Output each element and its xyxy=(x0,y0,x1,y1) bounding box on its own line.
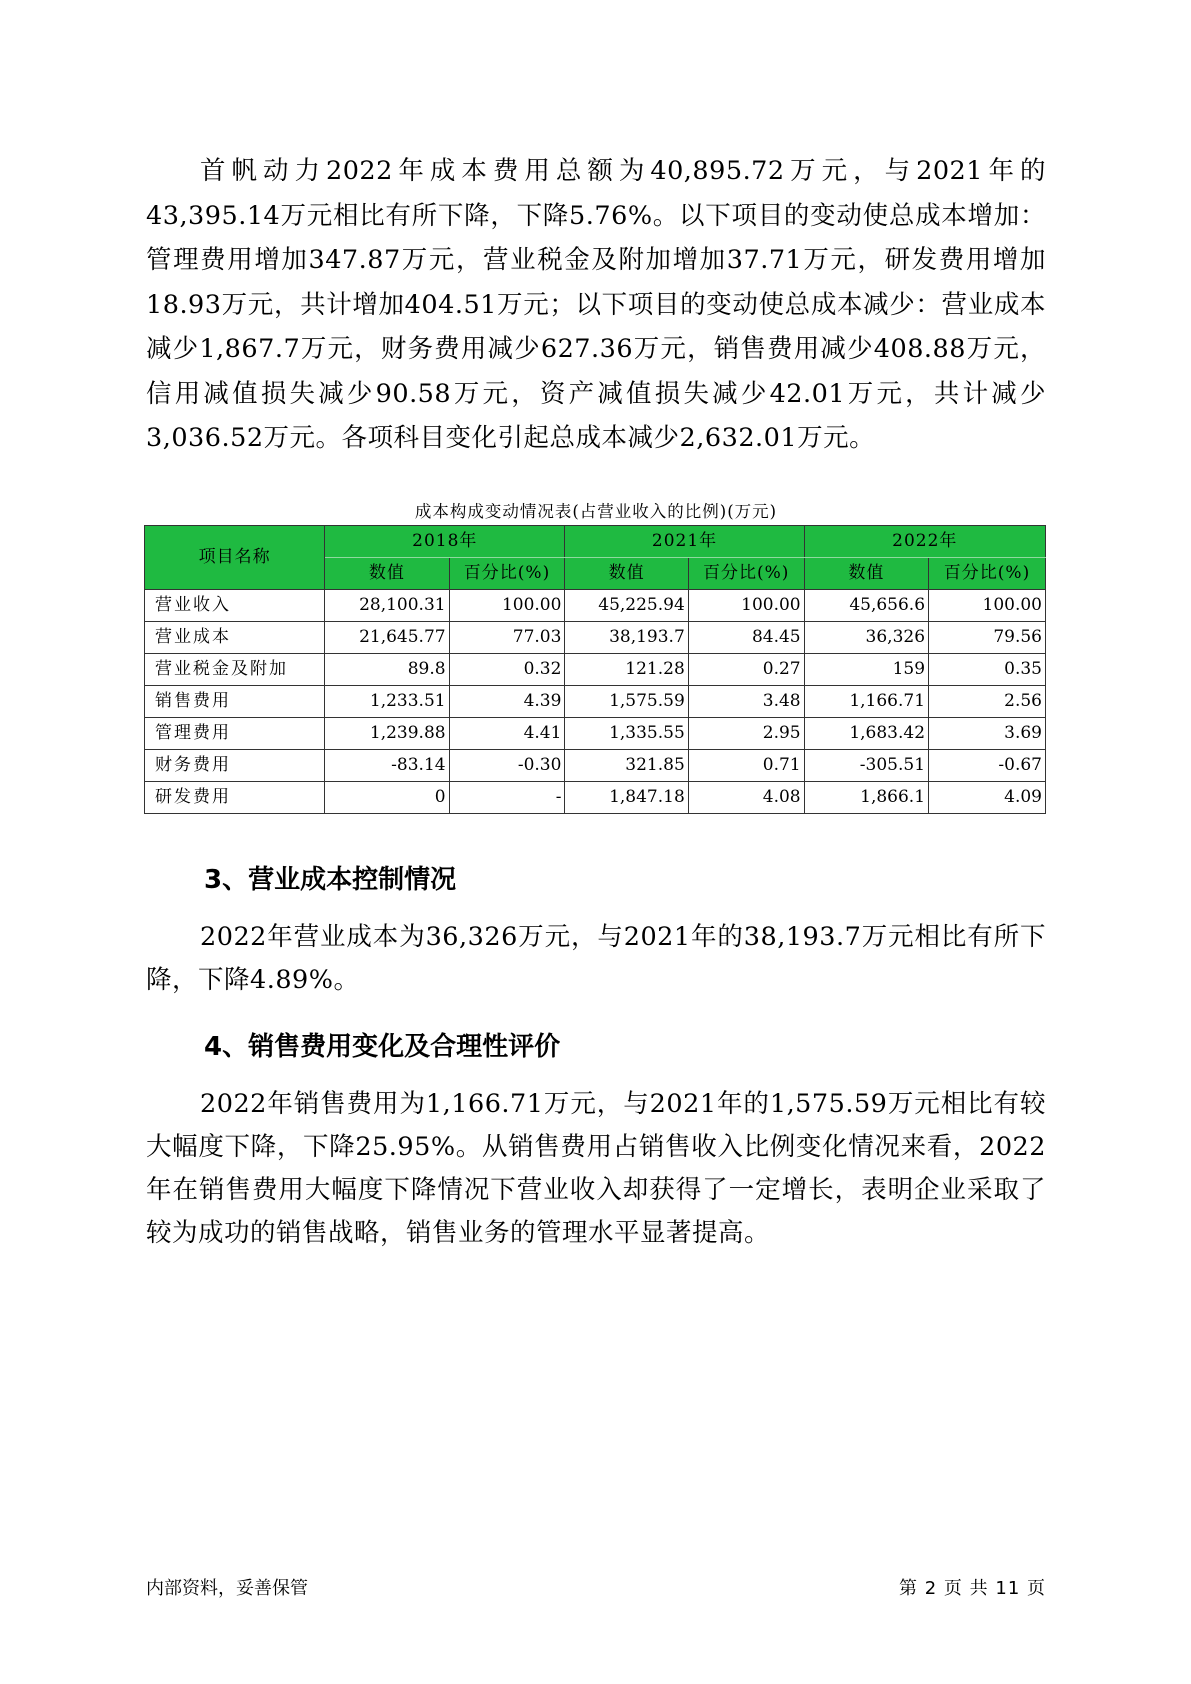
row-label: 销售费用 xyxy=(145,686,325,718)
percent-cell: - xyxy=(449,782,565,814)
percent-cell: 3.69 xyxy=(929,718,1046,750)
percent-cell: -0.67 xyxy=(929,750,1046,782)
year-header-2022: 2022年 xyxy=(804,526,1045,558)
table-row xyxy=(145,654,1046,686)
percent-cell: -0.30 xyxy=(449,750,565,782)
value-cell: 1,575.59 xyxy=(565,686,688,718)
percent-cell: 100.00 xyxy=(688,590,804,622)
value-cell: 1,866.1 xyxy=(804,782,928,814)
year-header-2021: 2021年 xyxy=(565,526,804,558)
percent-cell: 100.00 xyxy=(929,590,1046,622)
percent-cell: 3.48 xyxy=(688,686,804,718)
percent-cell: 2.95 xyxy=(688,718,804,750)
value-cell: 45,225.94 xyxy=(565,590,688,622)
percent-cell: 0.71 xyxy=(688,750,804,782)
section-heading-operating-cost: 3、营业成本控制情况 xyxy=(204,865,457,895)
percent-cell: 2.56 xyxy=(929,686,1046,718)
percent-header: 百分比(%) xyxy=(688,558,804,590)
value-header: 数值 xyxy=(565,558,688,590)
value-cell: -305.51 xyxy=(804,750,928,782)
percent-cell: 4.39 xyxy=(449,686,565,718)
value-cell: 36,326 xyxy=(804,622,928,654)
percent-cell: 0.27 xyxy=(688,654,804,686)
value-cell: 159 xyxy=(804,654,928,686)
percent-cell: 4.41 xyxy=(449,718,565,750)
cost-summary-paragraph: 首帆动力2022年成本费用总额为40,895.72万元，与2021年的43,395.14万元相比有所下降，下降5.76%。以下项目的变动使总成本增加：管理费用增加347.87万元，营业税金及附加增加37.71万元，研发费用增加18.93万元，共计增加404.51万元；以下项目的变动使总成本减少：营业成本减少1,867.7万元，财务费用减少627.36万元，销售费用减少408.88万元，信用减值损失减少90.58万元，资产减值损失减少42.01万元，共计减少3,036.52万元。各项科目变化引起总成本减少2,632.01万元。 xyxy=(146,156,1046,453)
footer-page-number: 第 2 页 共 11 页 xyxy=(899,1578,1046,1599)
percent-cell: 0.32 xyxy=(449,654,565,686)
value-cell: 0 xyxy=(325,782,449,814)
value-cell: 89.8 xyxy=(325,654,449,686)
value-header: 数值 xyxy=(325,558,449,590)
table-row xyxy=(145,622,1046,654)
footer-confidential-note: 内部资料，妥善保管 xyxy=(146,1578,308,1599)
percent-cell: 79.56 xyxy=(929,622,1046,654)
value-cell: 45,656.6 xyxy=(804,590,928,622)
row-label: 营业收入 xyxy=(145,590,325,622)
row-label: 研发费用 xyxy=(145,782,325,814)
value-header: 数值 xyxy=(804,558,928,590)
value-cell: 121.28 xyxy=(565,654,688,686)
percent-cell: 4.09 xyxy=(929,782,1046,814)
value-cell: 38,193.7 xyxy=(565,622,688,654)
cost-structure-table xyxy=(144,525,1046,814)
row-label: 营业成本 xyxy=(145,622,325,654)
value-cell: 1,683.42 xyxy=(804,718,928,750)
value-cell: 1,335.55 xyxy=(565,718,688,750)
sales-expense-paragraph: 2022年销售费用为1,166.71万元，与2021年的1,575.59万元相比有较大幅度下降，下降25.95%。从销售费用占销售收入比例变化情况来看，2022年在销售费用大幅度下降情况下营业收入却获得了一定增长，表明企业采取了较为成功的销售战略，销售业务的管理水平显著提高。 xyxy=(146,1089,1046,1248)
value-cell: -83.14 xyxy=(325,750,449,782)
percent-cell: 0.35 xyxy=(929,654,1046,686)
row-label: 管理费用 xyxy=(145,718,325,750)
value-cell: 1,166.71 xyxy=(804,686,928,718)
operating-cost-paragraph: 2022年营业成本为36,326万元，与2021年的38,193.7万元相比有所下降，下降4.89%。 xyxy=(146,922,1046,995)
percent-cell: 100.00 xyxy=(449,590,565,622)
year-header-2018: 2018年 xyxy=(325,526,565,558)
table-row xyxy=(145,718,1046,750)
value-cell: 1,847.18 xyxy=(565,782,688,814)
table-header-row-years xyxy=(145,526,1046,558)
value-cell: 28,100.31 xyxy=(325,590,449,622)
value-cell: 1,239.88 xyxy=(325,718,449,750)
percent-cell: 77.03 xyxy=(449,622,565,654)
value-cell: 321.85 xyxy=(565,750,688,782)
table-row xyxy=(145,782,1046,814)
percent-header: 百分比(%) xyxy=(449,558,565,590)
table-body xyxy=(145,590,1046,814)
table-caption: 成本构成变动情况表(占营业收入的比例)(万元) xyxy=(414,502,778,521)
table-row xyxy=(145,750,1046,782)
value-cell: 21,645.77 xyxy=(325,622,449,654)
row-label: 营业税金及附加 xyxy=(145,654,325,686)
section-heading-sales-expense: 4、销售费用变化及合理性评价 xyxy=(204,1032,561,1062)
table-row xyxy=(145,686,1046,718)
item-name-header: 项目名称 xyxy=(145,526,325,590)
row-label: 财务费用 xyxy=(145,750,325,782)
percent-header: 百分比(%) xyxy=(929,558,1046,590)
percent-cell: 84.45 xyxy=(688,622,804,654)
percent-cell: 4.08 xyxy=(688,782,804,814)
table-row xyxy=(145,590,1046,622)
value-cell: 1,233.51 xyxy=(325,686,449,718)
